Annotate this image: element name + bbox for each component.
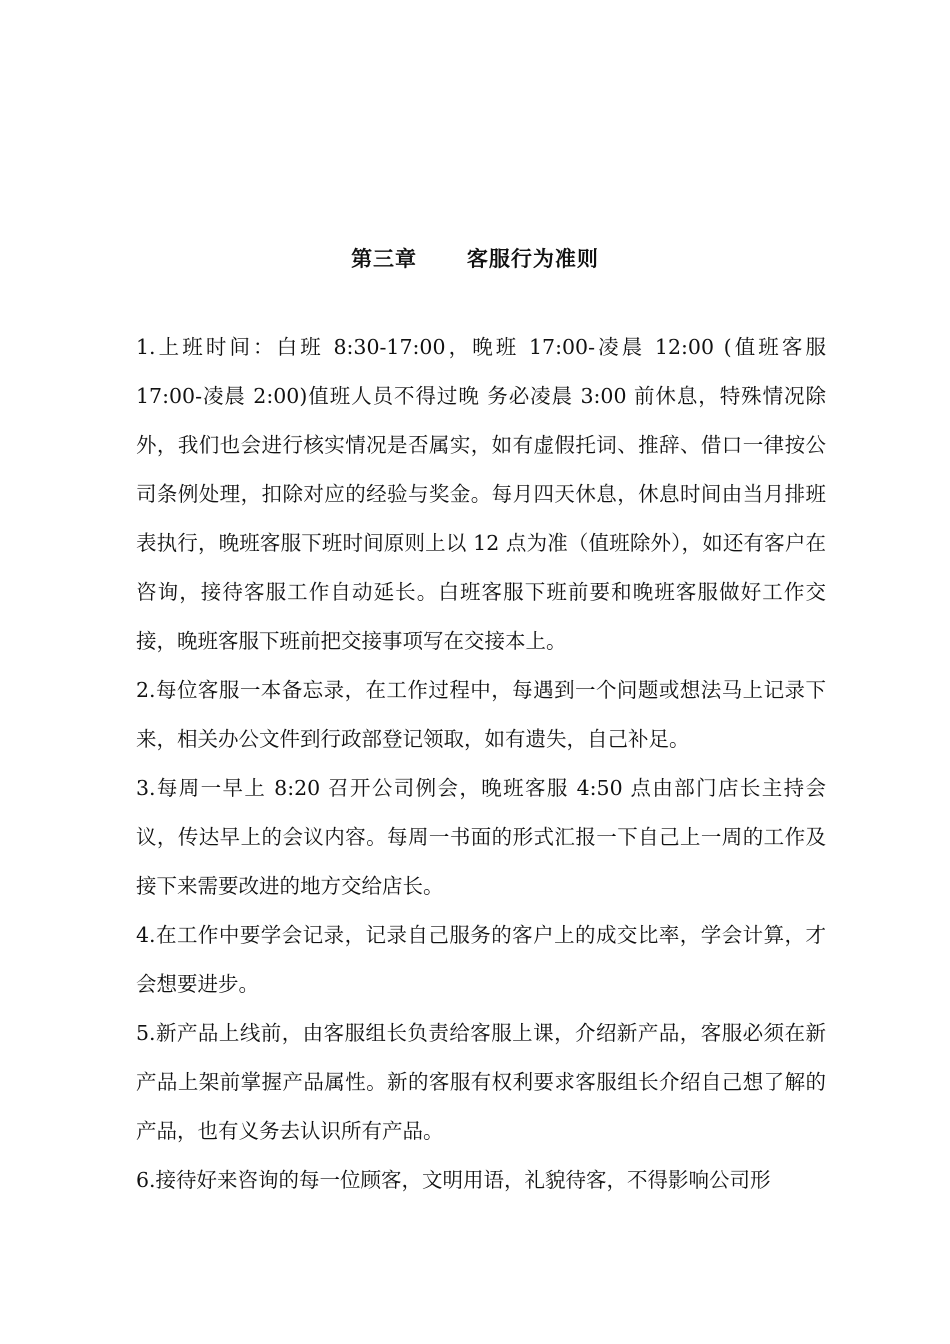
chapter-title: 第三章 客服行为准则 — [351, 247, 599, 272]
paragraph-5: 5.新产品上线前，由客服组长负责给客服上课，介绍新产品，客服必须在新产品上架前掌握产品属性。新的客服有权利要求客服组长介绍自己想了解的产品，也有义务去认识所有产品。 — [136, 1021, 826, 1143]
paragraph-4: 4.在工作中要学会记录，记录自己服务的客户上的成交比率，学会计算，才会想要进步。 — [136, 923, 826, 996]
paragraph-2: 2.每位客服一本备忘录，在工作过程中，每遇到一个问题或想法马上记录下来，相关办公文件到行政部登记领取，如有遗失，自己补足。 — [136, 678, 826, 751]
document-body — [136, 323, 826, 1205]
paragraph-1: 1.上班时间：白班 8:30-17:00，晚班 17:00-凌晨 12:00 (值班客服 17:00-凌晨 2:00)值班人员不得过晚 务必凌晨 3:00 前休息，特殊情况除外，我们也会进行核实情况是否属实，如有虚假托词、推辞、借口一律按公司条例处理，扣除对应的经验与奖金。每月四天休息，休息时间由当月排班表执行，晚班客服下班时间原则上以 12 点为准（值班除外），如还有客户在咨询，接待客服工作自动延长。白班客服下班前要和晚班客服做好工作交接，晚班客服下班前把交接事项写在交接本上。 — [136, 335, 826, 653]
paragraph-3: 3.每周一早上 8:20 召开公司例会，晚班客服 4:50 点由部门店长主持会议，传达早上的会议内容。每周一书面的形式汇报一下自己上一周的工作及接下来需要改进的地方交给店长。 — [136, 776, 826, 898]
paragraph-6: 6.接待好来咨询的每一位顾客，文明用语，礼貌待客，不得影响公司形 — [136, 1168, 771, 1192]
